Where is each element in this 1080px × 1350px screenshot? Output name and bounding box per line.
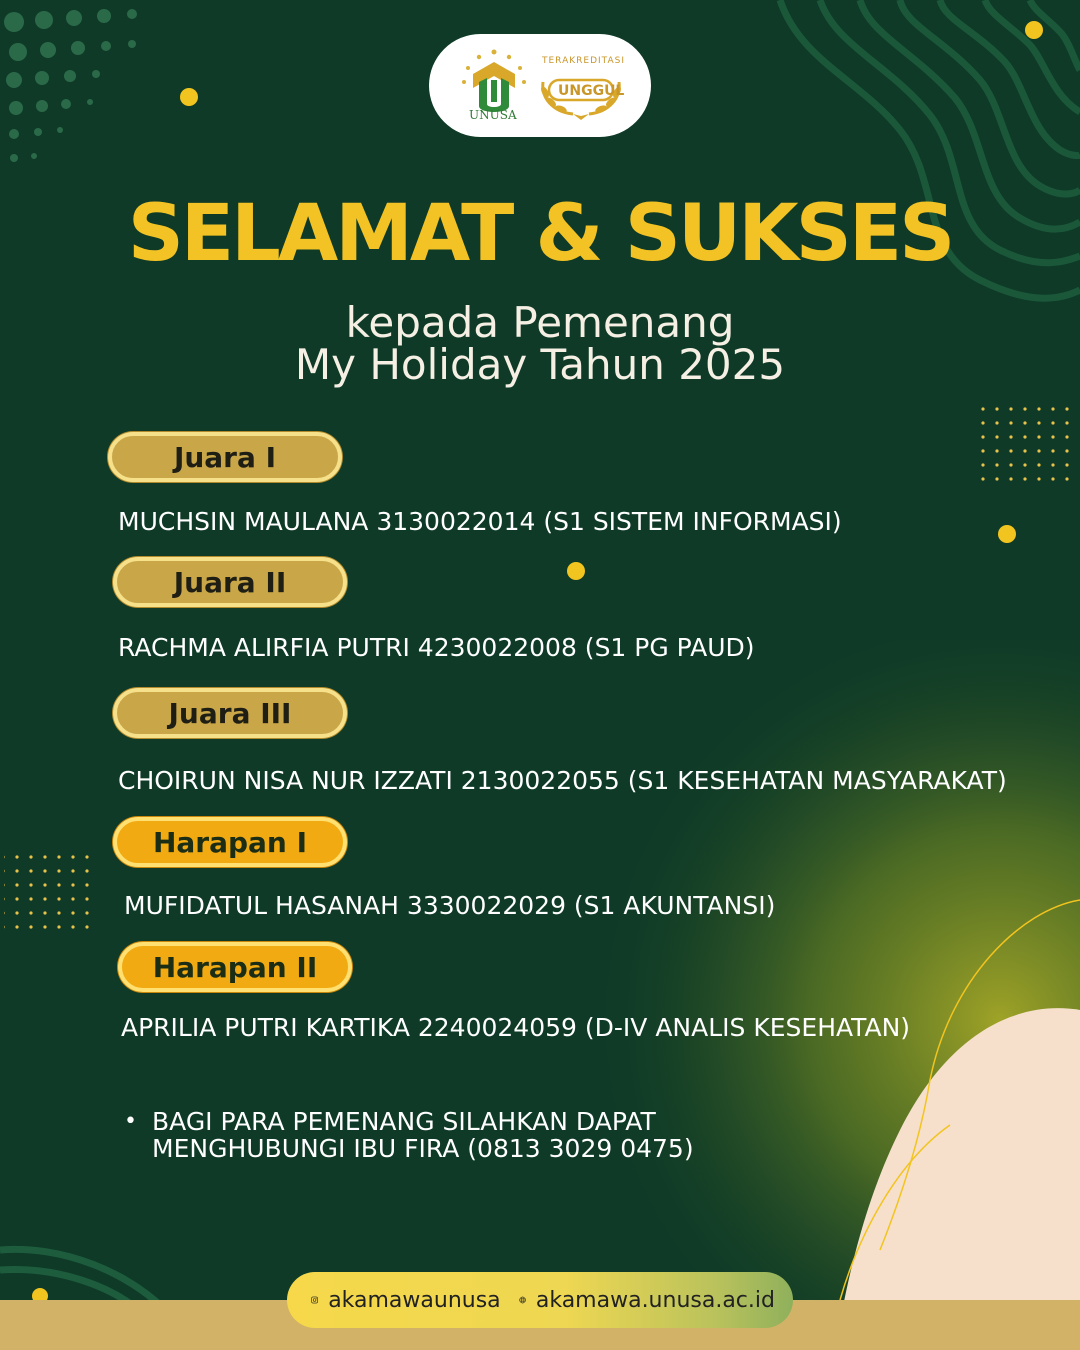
halftone-dots-decoration (4, 9, 137, 162)
contact-note (124, 1108, 772, 1162)
note-bullet: • (124, 1109, 137, 1134)
note-text: BAGI PARA PEMENANG SILAHKAN DAPAT MENGHUBUNGI IBU FIRA (0813 3029 0475) (152, 1107, 694, 1163)
winner-entry-juara-3: CHOIRUN NISA NUR IZZATI 2130022055 (S1 KESEHATAN MASYARAKAT) (118, 766, 1007, 795)
dot-grid-left (4, 852, 90, 934)
rank-badge-juara-1: Juara I (108, 432, 342, 482)
globe-icon (519, 1287, 526, 1313)
subtitle-line1: kepada Pemenang (345, 298, 735, 347)
subtitle-line2: My Holiday Tahun 2025 (294, 340, 786, 389)
rank-badge-harapan-2: Harapan II (118, 942, 352, 992)
website-link[interactable]: akamawa.unusa.ac.id (535, 1287, 775, 1313)
contact-pill (287, 1272, 793, 1328)
winner-entry-harapan-1: MUFIDATUL HASANAH 3330022029 (S1 AKUNTANSI) (124, 891, 776, 920)
dot-grid-right (974, 404, 1074, 484)
logo-pill (429, 34, 651, 137)
accreditation-arc-text: TERAKREDITASI (542, 56, 625, 66)
instagram-icon (311, 1287, 318, 1313)
headline: SELAMAT & SUKSES (127, 189, 953, 279)
rank-badge-juara-3: Juara III (113, 688, 347, 738)
unusa-logo-text: UNUSA (469, 108, 517, 122)
instagram-handle[interactable]: akamawaunusa (328, 1287, 501, 1313)
rank-badge-harapan-1: Harapan I (113, 817, 347, 867)
winner-entry-harapan-2: APRILIA PUTRI KARTIKA 2240024059 (D-IV ANALIS KESEHATAN) (121, 1013, 911, 1042)
accreditation-badge-text: UNGGUL (558, 83, 625, 99)
winner-entry-juara-1: MUCHSIN MAULANA 3130022014 (S1 SISTEM INFORMASI) (118, 507, 842, 536)
winner-entry-juara-2: RACHMA ALIRFIA PUTRI 4230022008 (S1 PG PAUD) (118, 633, 755, 662)
rank-badge-juara-2: Juara II (113, 557, 347, 607)
